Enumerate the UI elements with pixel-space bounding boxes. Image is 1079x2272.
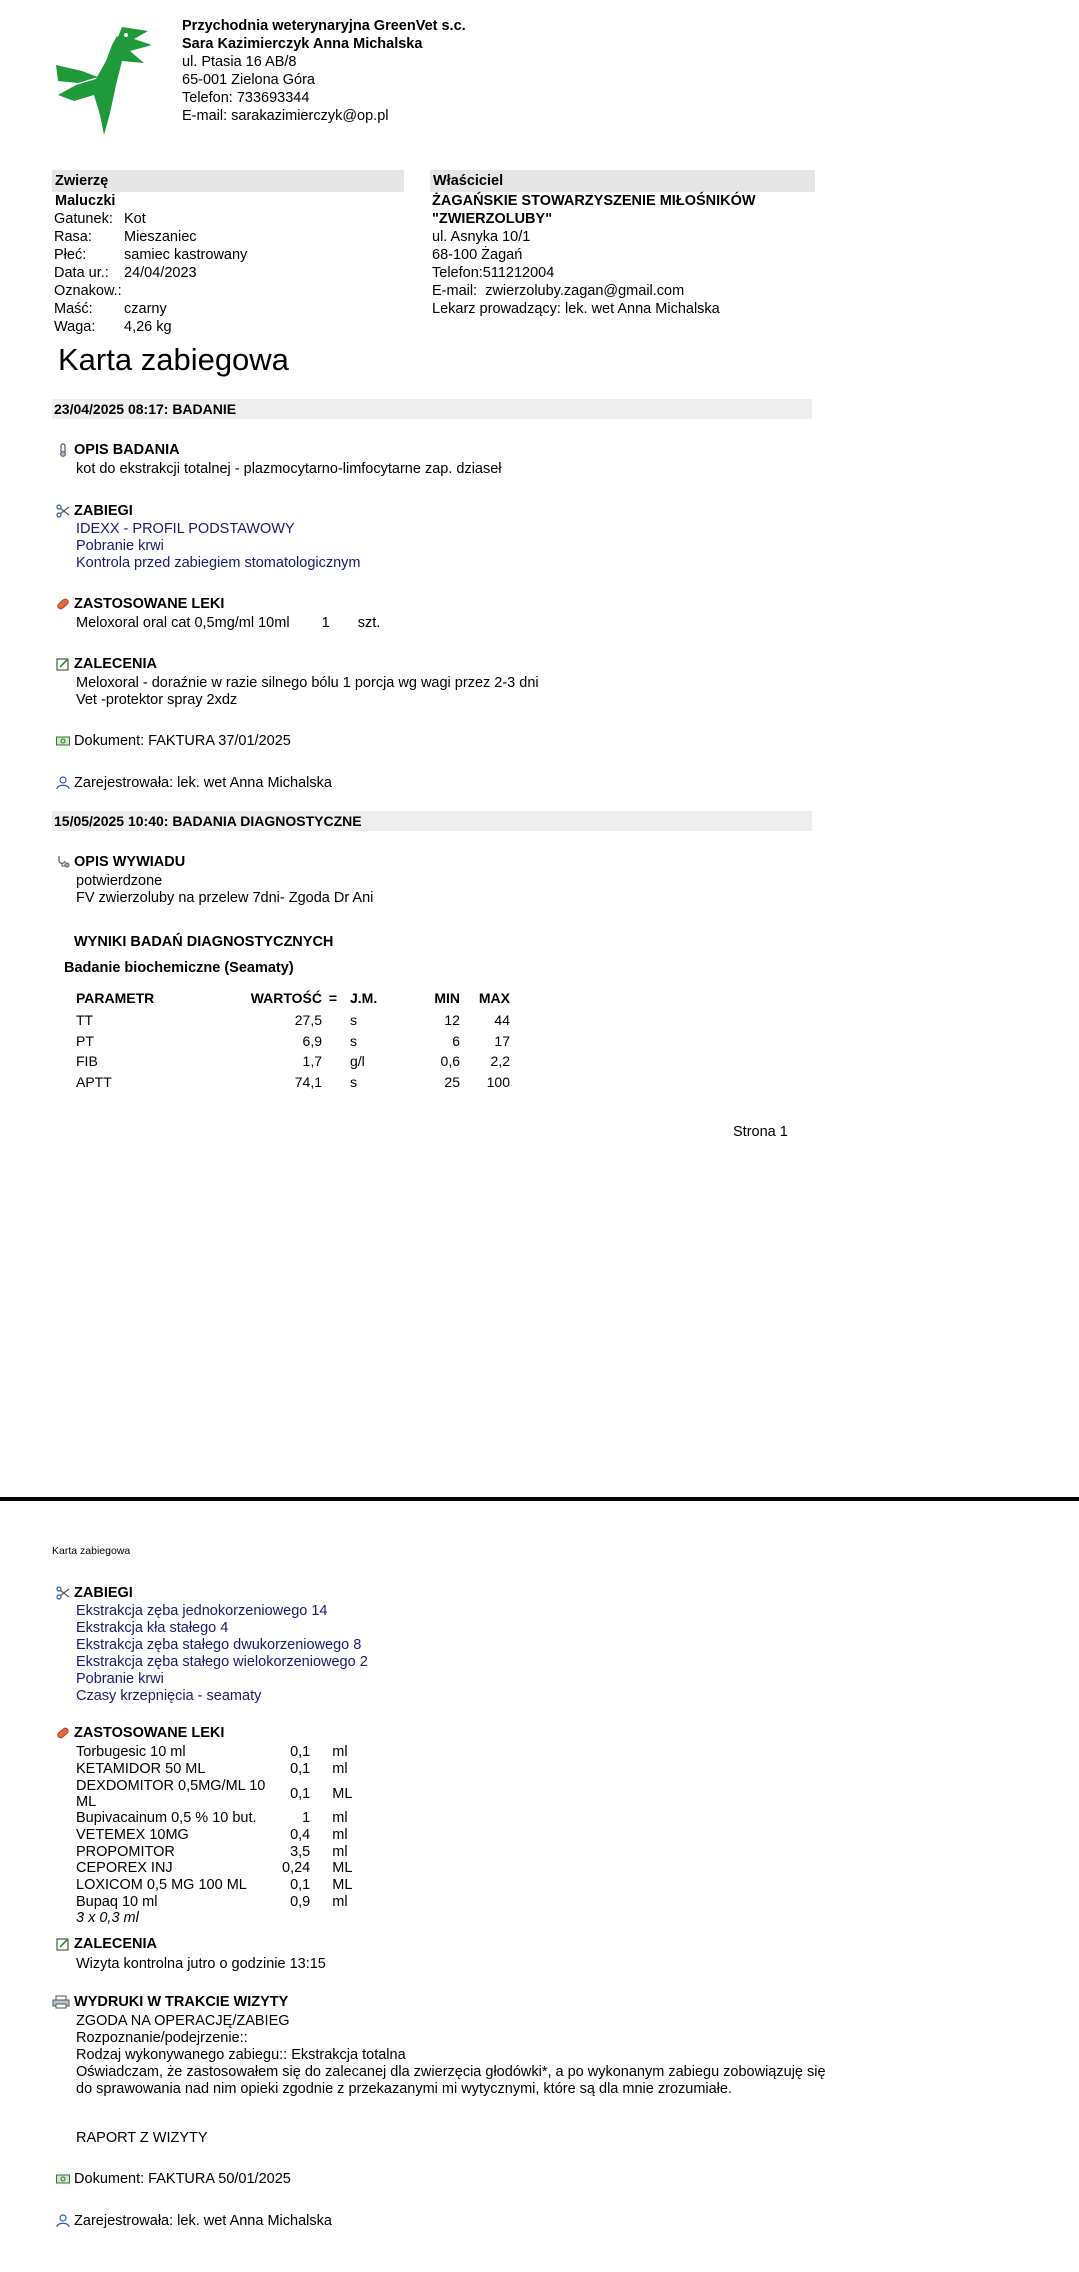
visit-report: RAPORT Z WIZYTY xyxy=(76,2130,208,2146)
page-separator xyxy=(0,1497,1079,1501)
exam-text: kot do ekstrakcji totalnej - plazmocytarno-limfocytarne zap. dziaseł xyxy=(76,461,502,477)
cell-param: TT xyxy=(76,1012,94,1029)
animal-field xyxy=(54,228,404,246)
med-qty: 0,4 xyxy=(290,1826,311,1843)
thermometer-icon xyxy=(56,443,70,457)
results-table-wrap xyxy=(76,986,510,1092)
med-name: Bupaq 10 ml xyxy=(76,1893,158,1910)
med-unit: ml xyxy=(332,1826,348,1843)
field-label: Oznakow.: xyxy=(54,283,122,299)
owner-section xyxy=(430,170,815,318)
med-name: Torbugesic 10 ml xyxy=(76,1744,186,1761)
procedures-title: ZABIEGI xyxy=(74,1585,133,1601)
cell-unit: s xyxy=(350,1012,357,1029)
med-qty: 0,1 xyxy=(290,1877,311,1894)
med-row xyxy=(76,1877,352,1894)
cell-param: APTT xyxy=(76,1073,112,1090)
col-min: MIN xyxy=(434,990,460,1006)
clinic-email: E-mail: sarakazimierczyk@op.pl xyxy=(182,108,389,124)
procedure-item: Pobranie krwi xyxy=(76,538,164,554)
cell-min: 12 xyxy=(444,1012,460,1029)
animal-section xyxy=(52,170,404,336)
owner-email-label: E-mail: xyxy=(432,283,478,299)
cell-value: 1,7 xyxy=(302,1053,322,1070)
visit2-date-header: 15/05/2025 10:40: BADANIA DIAGNOSTYCZNE xyxy=(52,811,812,831)
procedure-list xyxy=(56,520,361,572)
page2-medications xyxy=(56,1724,352,1927)
cell-unit: s xyxy=(350,1032,357,1049)
cell-unit: g/l xyxy=(350,1053,365,1070)
procedure-item: Ekstrakcja zęba jednokorzeniowego 14 xyxy=(76,1603,328,1619)
animal-fields xyxy=(52,210,404,336)
med-unit: ml xyxy=(332,1843,348,1860)
med-row xyxy=(76,1826,352,1843)
med-name: CEPOREX INJ xyxy=(76,1860,173,1877)
recommendation-text: Wizyta kontrolna jutro o godzinie 13:15 xyxy=(76,1956,326,1972)
banknote-icon xyxy=(56,2172,70,2186)
medications-title: ZASTOSOWANE LEKI xyxy=(74,1725,225,1741)
med-name: Bupivacainum 0,5 % 10 but. xyxy=(76,1809,257,1826)
med-unit: ML xyxy=(332,1785,353,1802)
table-row xyxy=(76,1072,510,1093)
document-ref: Dokument: FAKTURA 50/01/2025 xyxy=(74,2171,291,2187)
history-line: FV zwierzoluby na przelew 7dni- Zgoda Dr Ani xyxy=(76,890,374,906)
registered-by: Zarejestrowała: lek. wet Anna Michalska xyxy=(74,775,332,791)
med-row xyxy=(76,1744,352,1761)
procedures-heading xyxy=(56,502,361,520)
table-row xyxy=(76,1010,510,1031)
clinic-owners: Sara Kazimierczyk Anna Michalska xyxy=(182,36,423,52)
page2-prints xyxy=(52,1993,826,2098)
cell-max: 17 xyxy=(494,1032,510,1049)
visit1-recommendations xyxy=(56,655,539,709)
med-unit: ML xyxy=(332,1877,353,1894)
procedure-item: Ekstrakcja zęba stałego wielokorzeniowego 2 xyxy=(76,1654,368,1670)
owner-email-value: zwierzoluby.zagan@gmail.com xyxy=(485,283,685,299)
owner-name-2: "ZWIERZOLUBY" xyxy=(432,211,553,227)
procedure-item: Kontrola przed zabiegiem stomatologicznym xyxy=(76,555,361,571)
col-value: WARTOŚĆ xyxy=(250,990,322,1006)
col-param: PARAMETR xyxy=(76,990,155,1006)
animal-field xyxy=(54,282,404,300)
animal-field xyxy=(54,210,404,228)
procedure-item: Ekstrakcja kła stałego 4 xyxy=(76,1620,229,1636)
exam-heading xyxy=(56,441,502,459)
page2-registered xyxy=(56,2213,332,2230)
history-heading xyxy=(56,853,373,871)
prints-line: ZGODA NA OPERACJĘ/ZABIEG xyxy=(76,2013,290,2029)
field-label: Płeć: xyxy=(54,247,87,263)
med-name: LOXICOM 0,5 MG 100 ML xyxy=(76,1877,247,1894)
owner-city: 68-100 Żagań xyxy=(432,247,523,263)
med-unit: ml xyxy=(332,1893,348,1910)
med-qty: 1 xyxy=(302,1809,311,1826)
field-label: Waga: xyxy=(54,319,96,335)
clinic-header xyxy=(182,17,466,125)
panel-title: Badanie biochemiczne (Seamaty) xyxy=(64,960,294,976)
med-qty: 1 xyxy=(321,615,330,631)
field-label: Data ur.: xyxy=(54,265,109,281)
clinic-name: Przychodnia weterynaryjna GreenVet s.c. xyxy=(182,18,466,34)
med-name: PROPOMITOR xyxy=(76,1843,175,1860)
procedure-item: Czasy krzepnięcia - seamaty xyxy=(76,1688,262,1704)
owner-doctor xyxy=(430,300,815,318)
med-unit: ml xyxy=(332,1744,348,1761)
med-qty: 0,1 xyxy=(290,1761,311,1778)
page-number: Strona 1 xyxy=(733,1124,788,1140)
prints-title: WYDRUKI W TRAKCIE WIZYTY xyxy=(74,1994,289,2010)
meds-note: 3 x 0,3 ml xyxy=(76,1910,139,1927)
registered-by: Zarejestrowała: lek. wet Anna Michalska xyxy=(74,2213,332,2229)
prints-line: Rozpoznanie/podejrzenie:: xyxy=(76,2030,248,2046)
med-row xyxy=(76,1810,352,1827)
page2-recommendations xyxy=(56,1935,326,1973)
cell-value: 6,9 xyxy=(302,1032,322,1049)
scissors-icon xyxy=(56,504,70,518)
med-name: Meloxoral oral cat 0,5mg/ml 10ml xyxy=(76,615,290,631)
field-label: Rasa: xyxy=(54,229,92,245)
cell-max: 44 xyxy=(494,1012,510,1029)
animal-field xyxy=(54,264,404,282)
procedures-title: ZABIEGI xyxy=(74,503,133,519)
med-name: VETEMEX 10MG xyxy=(76,1826,189,1843)
visit1-exam xyxy=(56,441,502,478)
visit2-history xyxy=(56,853,373,907)
prints-list xyxy=(52,2011,826,2098)
med-row xyxy=(76,1894,352,1911)
printer-icon xyxy=(52,1995,70,2009)
med-row xyxy=(76,1778,352,1810)
medications-title: ZASTOSOWANE LEKI xyxy=(74,596,225,612)
procedure-item: Pobranie krwi xyxy=(76,1671,164,1687)
field-value: czarny xyxy=(124,301,167,317)
prints-heading xyxy=(52,1993,826,2011)
visit1-document xyxy=(56,733,291,750)
owner-street: ul. Asnyka 10/1 xyxy=(432,229,531,245)
cell-min: 0,6 xyxy=(440,1053,460,1070)
results-table xyxy=(76,986,510,1092)
page2-procedures xyxy=(56,1584,368,1705)
exam-title: OPIS BADANIA xyxy=(74,442,180,458)
cell-value: 74,1 xyxy=(294,1073,322,1090)
prints-line: do sprawowania nad nim opieki zgodnie z przekazanymi mi wytycznymi, które są dla mnie zrozumiałe. xyxy=(76,2081,732,2097)
med-row xyxy=(76,1843,352,1860)
cell-min: 6 xyxy=(452,1032,460,1049)
owner-name-1: ŻAGAŃSKIE STOWARZYSZENIE MIŁOŚNIKÓW xyxy=(432,193,756,209)
user-icon xyxy=(56,2214,70,2228)
med-unit: ml xyxy=(332,1761,348,1778)
scissors-icon xyxy=(56,1586,70,1600)
field-value: Kot xyxy=(124,211,146,227)
owner-doctor-value: lek. wet Anna Michalska xyxy=(564,301,720,317)
document-ref: Dokument: FAKTURA 37/01/2025 xyxy=(74,733,291,749)
prints-line: Rodzaj wykonywanego zabiegu:: Ekstrakcja totalna xyxy=(76,2047,406,2063)
col-unit: J.M. xyxy=(350,990,378,1006)
owner-header: Właściciel xyxy=(430,170,815,192)
field-label: Gatunek: xyxy=(54,211,113,227)
results-title: WYNIKI BADAŃ DIAGNOSTYCZNYCH xyxy=(74,934,334,950)
med-qty: 0,1 xyxy=(290,1785,311,1802)
owner-doctor-label: Lekarz prowadzący: xyxy=(432,301,561,317)
owner-phone-label: Telefon: xyxy=(432,265,483,281)
animal-field xyxy=(54,318,404,336)
recommendations-heading xyxy=(56,1935,326,1953)
cell-param: PT xyxy=(76,1032,94,1049)
clinic-street: ul. Ptasia 16 AB/8 xyxy=(182,54,297,70)
clinic-phone: Telefon: 733693344 xyxy=(182,90,310,106)
page2-document xyxy=(56,2171,291,2188)
bird-logo-icon xyxy=(52,25,172,140)
animal-name: Maluczki xyxy=(55,193,116,209)
table-header-row xyxy=(76,986,510,1010)
visit1-medications xyxy=(56,595,380,632)
col-max: MAX xyxy=(478,990,510,1006)
med-qty: 3,5 xyxy=(290,1843,311,1860)
col-eq: = xyxy=(328,990,338,1006)
field-value: 24/04/2023 xyxy=(124,265,197,281)
visit1-procedures xyxy=(56,502,361,572)
notepad-icon xyxy=(56,657,70,671)
visit1-registered xyxy=(56,775,332,792)
field-value: 4,26 kg xyxy=(124,319,172,335)
med-qty: 0,24 xyxy=(282,1860,311,1877)
table-row xyxy=(76,1051,510,1072)
pill-icon xyxy=(56,1726,70,1740)
visit1-date-header: 23/04/2025 08:17: BADANIE xyxy=(52,399,812,419)
med-unit: ml xyxy=(332,1809,348,1826)
history-line: potwierdzone xyxy=(76,873,163,889)
history-list xyxy=(56,871,373,907)
procedure-list xyxy=(56,1602,368,1705)
procedure-item: Ekstrakcja zęba stałego dwukorzeniowego 8 xyxy=(76,1637,362,1653)
recommendations-heading xyxy=(56,655,539,673)
recommendations-title: ZALECENIA xyxy=(74,656,158,672)
field-label: Maść: xyxy=(54,301,93,317)
cell-max: 100 xyxy=(486,1073,510,1090)
med-row xyxy=(76,1761,352,1778)
cell-max: 2,2 xyxy=(490,1053,510,1070)
stethoscope-icon xyxy=(56,855,70,869)
field-value: Mieszaniec xyxy=(124,229,197,245)
table-row xyxy=(76,1031,510,1052)
user-icon xyxy=(56,776,70,790)
recommendation-list xyxy=(56,673,539,709)
medications-heading xyxy=(56,1724,352,1742)
owner-phone xyxy=(430,264,815,282)
med-unit: ML xyxy=(332,1860,353,1877)
history-title: OPIS WYWIADU xyxy=(74,854,186,870)
document-title: Karta zabiegowa xyxy=(58,342,289,377)
cell-value: 27,5 xyxy=(294,1012,322,1029)
running-header: Karta zabiegowa xyxy=(52,1545,131,1557)
procedures-heading xyxy=(56,1584,368,1602)
medications-table xyxy=(76,1744,352,1910)
field-value: samiec kastrowany xyxy=(124,247,248,263)
owner-phone-value: 511212004 xyxy=(482,265,555,281)
animal-header: Zwierzę xyxy=(52,170,404,192)
recommendation-line: Vet -protektor spray 2xdz xyxy=(76,692,238,708)
clinic-logo xyxy=(52,25,172,140)
recommendations-title: ZALECENIA xyxy=(74,1936,158,1952)
recommendation-line: Meloxoral - doraźnie w razie silnego bólu 1 porcja wg wagi przez 2-3 dni xyxy=(76,675,539,691)
med-qty: 0,9 xyxy=(290,1893,311,1910)
medications-heading xyxy=(56,595,380,613)
med-unit: szt. xyxy=(357,615,381,631)
prints-line: Oświadczam, że zastosowałem się do zalecanej dla zwierzęcia głodówki*, a po wykonanym zabiegu zobowiązuję się xyxy=(76,2064,826,2080)
clinic-city: 65-001 Zielona Góra xyxy=(182,72,315,88)
med-row xyxy=(76,1860,352,1877)
medication-row xyxy=(56,613,380,632)
cell-unit: s xyxy=(350,1073,357,1090)
animal-field xyxy=(54,300,404,318)
notepad-icon xyxy=(56,1937,70,1951)
med-qty: 0,1 xyxy=(290,1744,311,1761)
banknote-icon xyxy=(56,734,70,748)
procedure-item: IDEXX - PROFIL PODSTAWOWY xyxy=(76,521,295,537)
med-name: KETAMIDOR 50 ML xyxy=(76,1761,206,1778)
pill-icon xyxy=(56,597,70,611)
owner-email xyxy=(430,282,815,300)
med-name: DEXDOMITOR 0,5MG/ML 10 ML xyxy=(76,1777,266,1810)
animal-field xyxy=(54,246,404,264)
cell-min: 25 xyxy=(444,1073,460,1090)
cell-param: FIB xyxy=(76,1053,98,1070)
